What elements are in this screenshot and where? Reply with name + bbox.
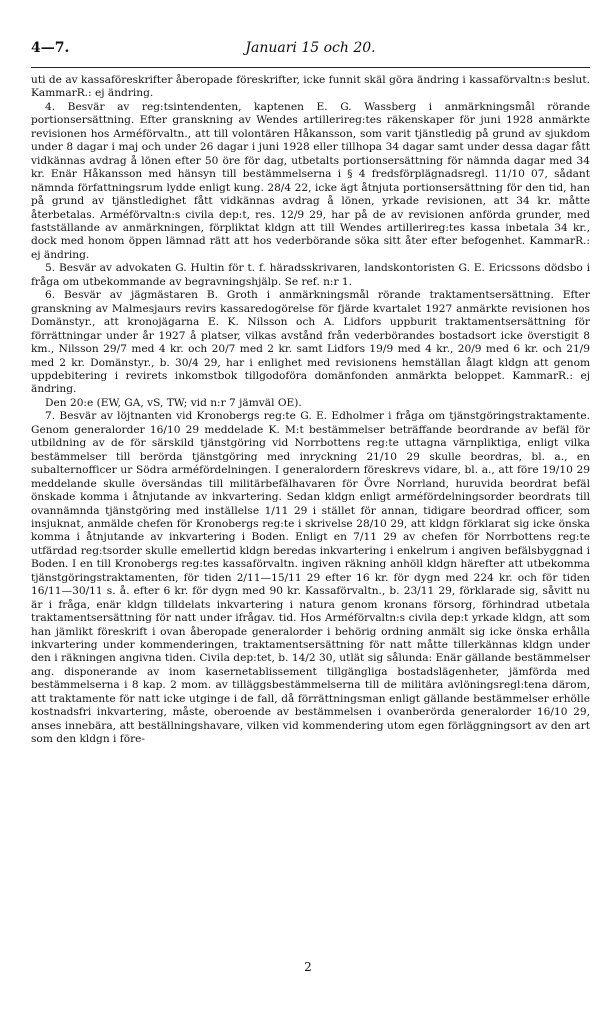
running-header [31, 40, 590, 58]
page-number: 2 [304, 960, 312, 974]
paragraph-continuation: uti de av kassaföreskrifter åberopade föreskrifter, icke funnit skäl göra ändring i kassaförvaltn:s beslut. KammarR.: ej ändring. [31, 74, 590, 100]
paragraph-item-7: 7. Besvär av löjtnanten vid Kronobergs reg:te G. E. Edholmer i fråga om tjänstgöringstraktamente. Genom generalorder 16/10 29 meddelade K. M:t bestämmelser beträffande beordrande av befäl för utbildning av de för särskild tjänstgöring vid Norrbottens reg:te uttagna värnpliktiga, enligt vilka bestämmelser till berörda tjänstgöring med inryckning 21/10 29 skulle beordras, bl. a., en subalternofficer ur Södra arméfördelningen. I generalordern föreskrevs vidare, bl. a., att före 19/10 29 meddelande skulle översändas till militärbefälhavaren för Övre Norrland, huruvida beordrat befäl önskade komma i åtnjutande av inkvartering. Sedan kldgn enligt arméfördelningsorder beordrats till ovannämnda tjänstgöring med inställelse 1/11 29 i stället för annan, tidigare beordrad officer, som insjuknat, anmälde chefen för Kronobergs reg:te i skrivelse 28/10 29, att kldgn förklarat sig icke önska komma i åtnjutande av inkvartering i Boden. Enligt en 7/11 29 av chefen för Norrbottens reg:te utfärdad reg:tsorder skulle emellertid kldgn beredas inkvartering i enkelrum i angiven befälsbyggnad i Boden. I en till Kronobergs reg:tes kassaförvaltn. ingiven räkning anhöll kldgn härefter att utbekomma tjänstgöringstraktamenten, för tiden 2/11—15/11 29 efter 16 kr. för dygn med 224 kr. och för tiden 16/11—30/11 s. å. efter 6 kr. för dygn med 90 kr. Kassaförvaltn., b. 23/11 29, förklarade sig, såvitt nu är i fråga, enär kldgn tilldelats inkvartering i natura genom kronans försorg, förhindrad utbetala traktamentsersättning för natt under ifrågav. tid. Hos Arméförvaltn:s civila dep:t yrkade kldgn, att som han jämlikt föreskrift i ovan åberopade generalorder i behörig ordning anmält sig icke önska erhålla inkvartering under kommenderingen, traktamentsersättning för natt måtte tillerkännas kldgn under den i räkningen angivna tiden. Civila dep:tet, b. 14/2 30, utlät sig sålunda: Enär gällande bestämmelser ang. disponerande av inom kasernetablissement tillgängliga bostadslägenheter, jämförda med bestämmelserna i 8 kap. 2 mom. av tilläggsbestämmelserna till de militära avlöningsregl:tena därom, att traktamente för natt icke utginge i de fall, då förrättningsman enligt gällande bestämmelser erhölle kostnadsfri inkvartering, måste, oberoende av bestämmelsen i ovanberörda generalorder 16/10 29, anses innebära, att beställningshavare, vilken vid kommendering utom egen förläggningsort av den art som den kldgn i före- [31, 410, 590, 746]
paragraph-item-4: 4. Besvär av reg:tsintendenten, kaptenen E. G. Wassberg i anmärkningsmål rörande portionsersättning. Efter granskning av Wendes artillerireg:tes räkenskaper för juni 1928 anmärkte revisionen hos Arméförvaltn., att till volontären Håkansson, som varit tjänstledig på grund av sjukdom under 8 dagar i maj och under 26 dagar i juni 1928 eller tillhopa 34 dagar samt under dessa dagar fått vidkännas avdrag å lönen efter 50 öre för dag, utbetalts portionsersättning för nämnda dagar med 34 kr. Enär Håkansson med hänsyn till bestämmelserna i § 4 fredsförplägnadsregl. 11/10 07, sådant nämnda författningsrum lydde enligt kung. 28/4 22, icke ägt åtnjuta portionsersättning för den tid, han på grund av tjänstledighet fått vidkännas avdrag å lönen, yrkade revisionen, att 34 kr. måtte återbetalas. Arméförvaltn:s civila dep:t, res. 12/9 29, har på de av revisionen anförda grunder, med fastställande av anmärkningen, förpliktat kldgn att till Wendes artillerireg:tes kassa inbetala 34 kr., dock med honom öppen lämnad rätt att hos vederbörande söka sitt åter efter befogenhet. KammarR.: ej ändring. [31, 100, 590, 261]
session-heading: Den 20:e (EW, GA, vS, TW; vid n:r 7 jämväl OE). [45, 396, 302, 409]
header-rule [31, 67, 590, 68]
paragraph-item-6: 6. Besvär av jägmästaren B. Groth i anmärkningsmål rörande traktamentsersättning. Efter granskning av Malmesjaurs revirs kassaredogörelse för fjärde kvartalet 1927 anmärkte revisionen hos Domänstyr., att kronojägarna E. K. Nilsson och A. Lidfors uppburit traktamentsersättning för förrättningar under år 1927 å platser, vilkas avstånd från vederbörandes bostadsort icke överstigit 8 km., Nilsson 29/7 med 4 kr. och 20/7 med 2 kr. samt Lidfors 19/9 med 4 kr., 20/9 med 6 kr. och 21/9 med 2 kr. Domänstyr., b. 30/4 29, har i enlighet med revisionens hemställan ålagt kldgn att genom uppdebitering i revirets inkomstbok tillgodoföra domänfonden anmärkta beloppet. KammarR.: ej ändring. [31, 289, 590, 396]
page-range: 4—7. [31, 40, 70, 56]
paragraph-item-5: 5. Besvär av advokaten G. Hultin för t. f. häradsskrivaren, landskontoristen G. E. Ericssons dödsbo i fråga om utbekommande av begravningshjälp. Se ref. n:r 1. [31, 262, 590, 288]
document-body [31, 74, 590, 747]
running-title: Januari 15 och 20. [245, 40, 376, 56]
